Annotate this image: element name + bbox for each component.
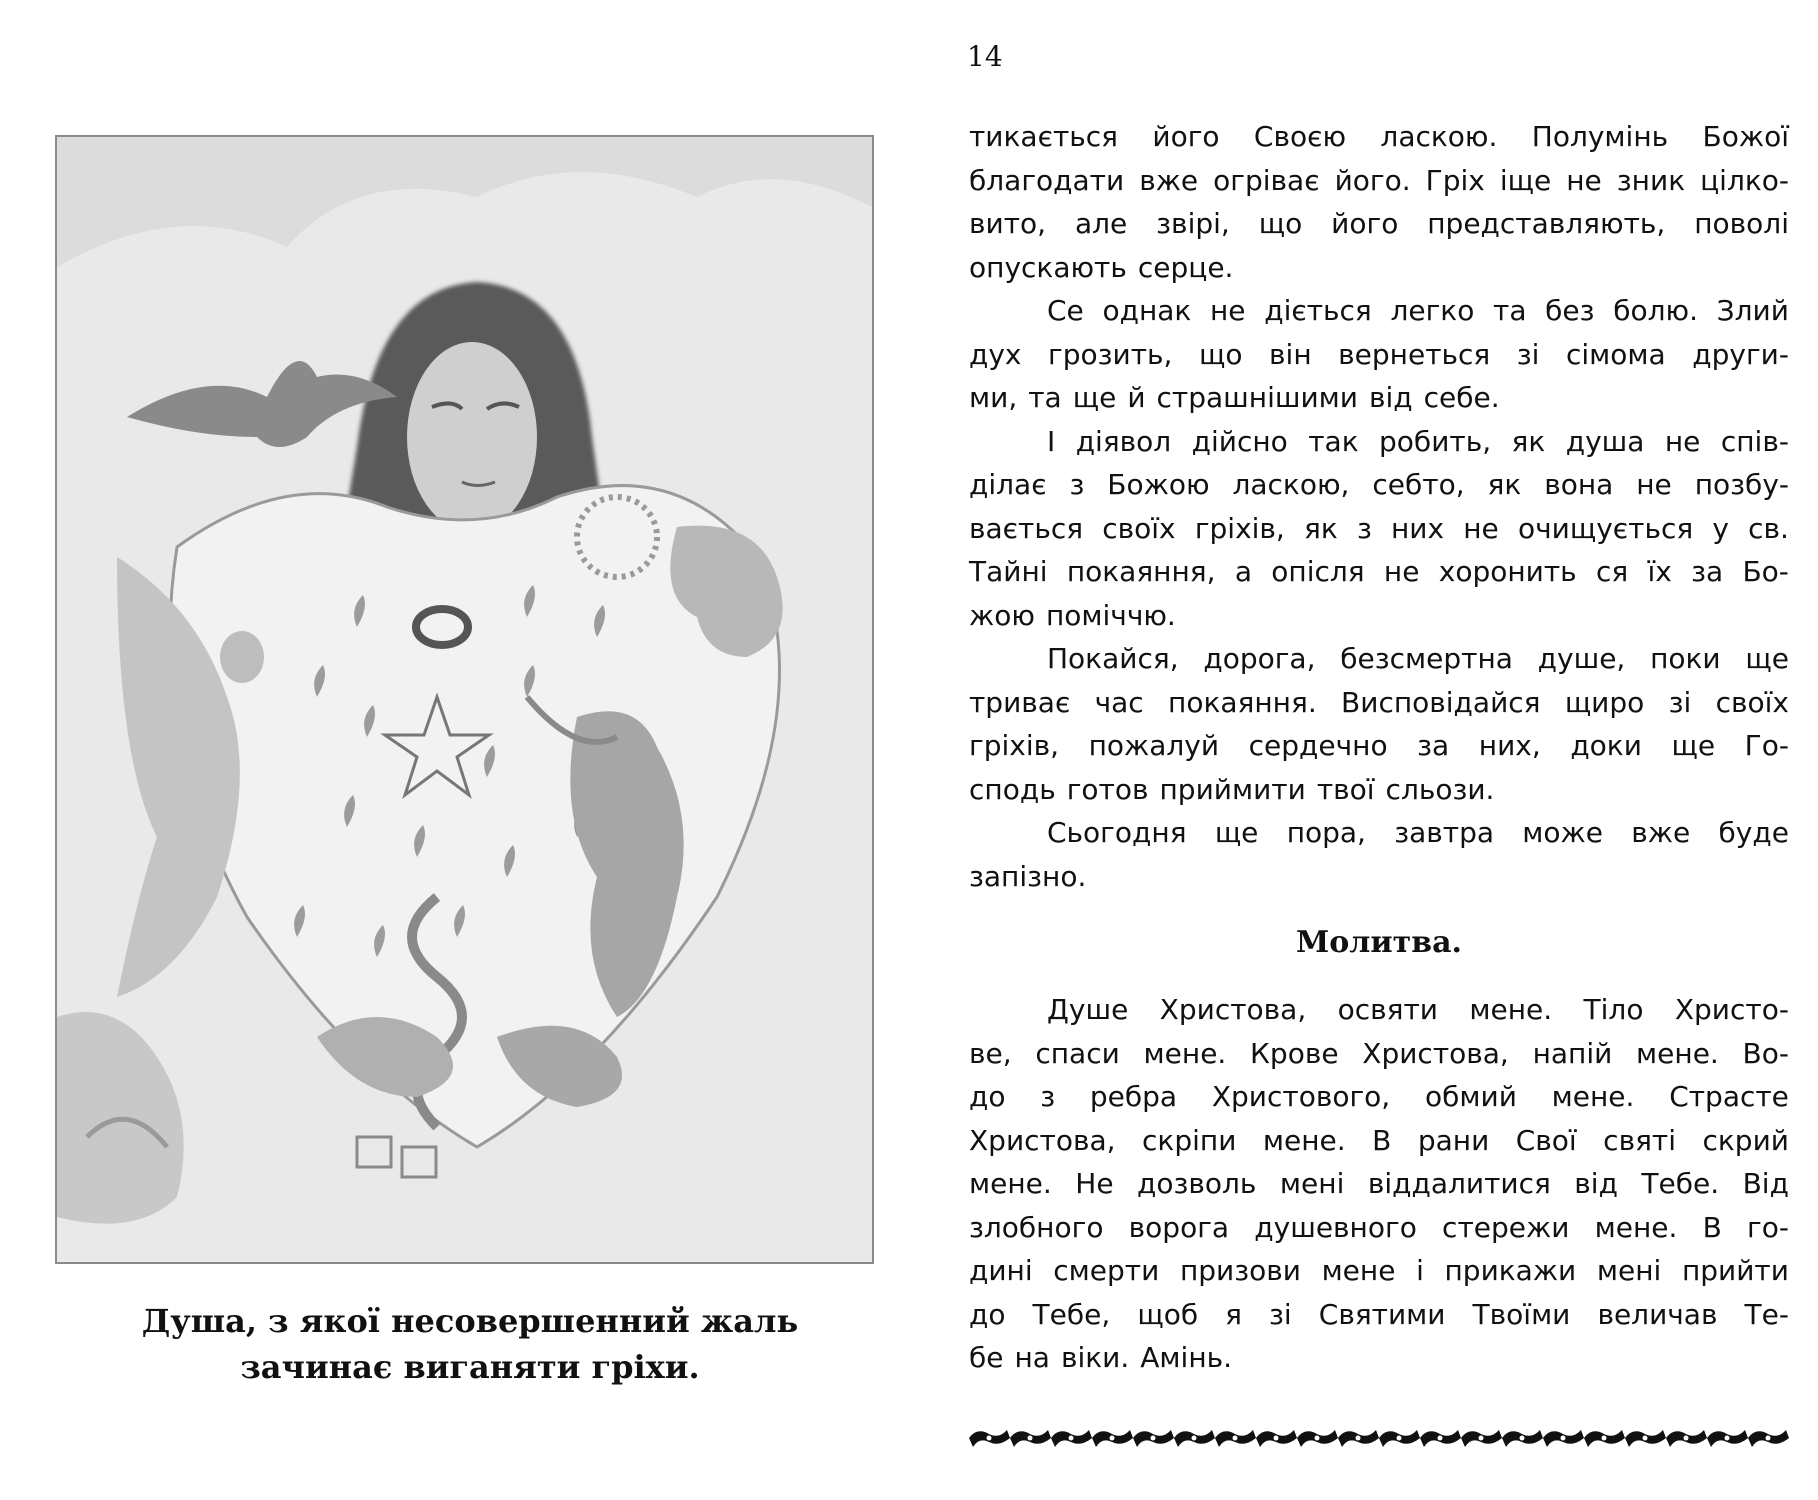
- text-line: вається своїх гріхів, як з них не очищується у св.: [969, 511, 1789, 545]
- text-line: дині смерти призови мене і прикажи мені прийти: [969, 1254, 1789, 1287]
- prayer-paragraph: [969, 988, 1789, 1380]
- text-line: Душе Христова, освяти мене. Тіло Христо-: [1047, 993, 1789, 1026]
- right-page: [909, 0, 1818, 1500]
- text-line: бе на віки. Амінь.: [969, 1341, 1233, 1374]
- paragraph: [969, 420, 1789, 638]
- text-line: Христова, скріпи мене. В рани Свої святі скрий: [969, 1123, 1789, 1157]
- illustration-caption: [100, 1298, 840, 1390]
- text-line: мене. Не дозволь мені віддалитися від Тебе. Від: [969, 1167, 1789, 1200]
- text-line: жою поміччю.: [969, 598, 1176, 632]
- text-line: запізно.: [969, 859, 1087, 893]
- text-line: вито, але звірі, що його представляють, поволі: [969, 207, 1789, 240]
- text-line: Се однак не діється легко та без болю. Злий: [1047, 294, 1789, 327]
- paragraph: [969, 637, 1789, 811]
- text-line: до з ребра Христового, обмий мене. Страсте: [969, 1080, 1789, 1113]
- text-line: Тайні покаяння, а опісля не хоронить ся їх за Бо-: [969, 555, 1789, 588]
- text-line: Сьогодня ще пора, завтра може вже буде: [1047, 816, 1789, 849]
- prayer-heading: Молитва.: [1296, 925, 1462, 960]
- caption-line: зачинає виганяти гріхи.: [240, 1348, 700, 1386]
- floral-border-ornament-icon: [969, 1425, 1789, 1451]
- caption-line: Душа, з якої несовершенний жаль: [141, 1302, 799, 1340]
- paragraph: [969, 289, 1789, 420]
- body-text: [969, 115, 1789, 1380]
- text-line: ділає з Божою ласкою, себто, як вона не позбу-: [969, 468, 1789, 501]
- engraving-soul-heart-illustration-icon: [57, 137, 872, 1262]
- text-line: І діявол дійсно так робить, як душа не спів-: [1047, 424, 1789, 458]
- text-line: триває час покаяння. Висповідайся щиро зі своїх: [969, 685, 1789, 719]
- text-line: ве, спаси мене. Крове Христова, напій мене. Во-: [969, 1036, 1789, 1070]
- text-line: злобного ворога душевного стережи мене. В го-: [969, 1210, 1789, 1244]
- text-line: ми, та ще й страшнішими від себе.: [969, 381, 1500, 414]
- paragraph: [969, 811, 1789, 898]
- text-line: Покайся, дорога, безсмертна душе, поки ще: [1047, 642, 1789, 675]
- paragraph: [969, 115, 1789, 289]
- text-line: благодати вже огріває його. Гріх іще не зник цілко-: [969, 163, 1789, 197]
- text-line: до Тебе, щоб я зі Святими Твоїми величав Те-: [969, 1297, 1789, 1331]
- page-number: 14: [967, 40, 1003, 73]
- text-line: сподь готов приймити твої сльози.: [969, 772, 1495, 806]
- text-line: опускають серце.: [969, 250, 1234, 284]
- text-line: дух грозить, що він вернеться зі сімома други-: [969, 337, 1789, 371]
- illustration-plate: [55, 135, 874, 1264]
- text-line: гріхів, пожалуй сердечно за них, доки ще Го-: [969, 729, 1789, 762]
- text-line: тикається його Своєю ласкою. Полумінь Божої: [969, 120, 1789, 153]
